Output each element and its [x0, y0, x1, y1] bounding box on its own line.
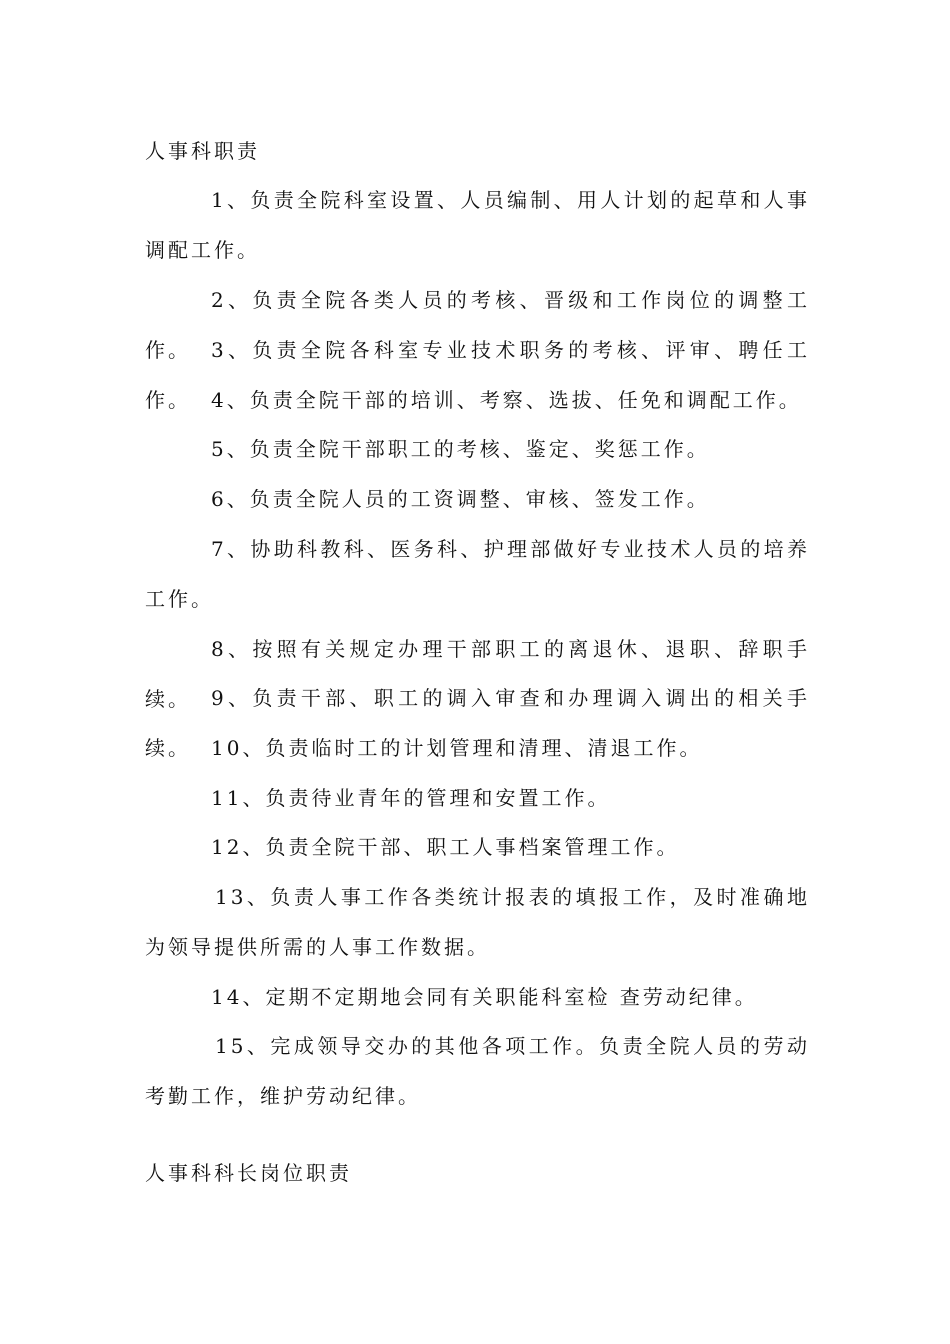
duty-item-1: 1、负责全院科室设置、人员编制、用人计划的起草和人事调配工作。: [145, 188, 810, 262]
next-section-title: 人事科科长岗位职责: [145, 1161, 352, 1185]
duty-item-8: 8、按照有关规定办理干部职工的离退休、退职、辞职手续。: [145, 637, 810, 711]
duty-item-14: 14、定期不定期地会同有关职能科室检 查劳动纪律。: [211, 985, 758, 1009]
duty-item-6: 6、负责全院人员的工资调整、审核、签发工作。: [211, 487, 710, 511]
duty-item-11: 11、负责待业青年的管理和安置工作。: [211, 786, 611, 810]
section-title: 人事科职责: [145, 139, 260, 163]
duty-item-12: 12、负责全院干部、职工人事档案管理工作。: [211, 835, 680, 859]
duty-item-3: 3、负责全院各科室专业技术职务的考核、评审、聘任工作。: [145, 338, 810, 412]
duty-item-15: 15、完成领导交办的其他各项工作。负责全院人员的劳动考勤工作，维护劳动纪律。: [145, 1034, 810, 1108]
duty-item-9: 9、负责干部、职工的调入审查和办理调入调出的相关手续。: [145, 686, 810, 760]
duty-item-5: 5、负责全院干部职工的考核、鉴定、奖惩工作。: [211, 437, 710, 461]
duty-item-10: 10、负责临时工的计划管理和清理、清退工作。: [211, 736, 703, 760]
duty-item-7: 7、协助科教科、医务科、护理部做好专业技术人员的培养工作。: [145, 537, 810, 611]
duty-item-2: 2、负责全院各类人员的考核、晋级和工作岗位的调整工作。: [145, 288, 810, 362]
duty-item-4: 4、负责全院干部的培训、考察、选拔、任免和调配工作。: [211, 388, 802, 412]
duty-item-13: 13、负责人事工作各类统计报表的填报工作，及时准确地为领导提供所需的人事工作数据。: [145, 885, 810, 959]
